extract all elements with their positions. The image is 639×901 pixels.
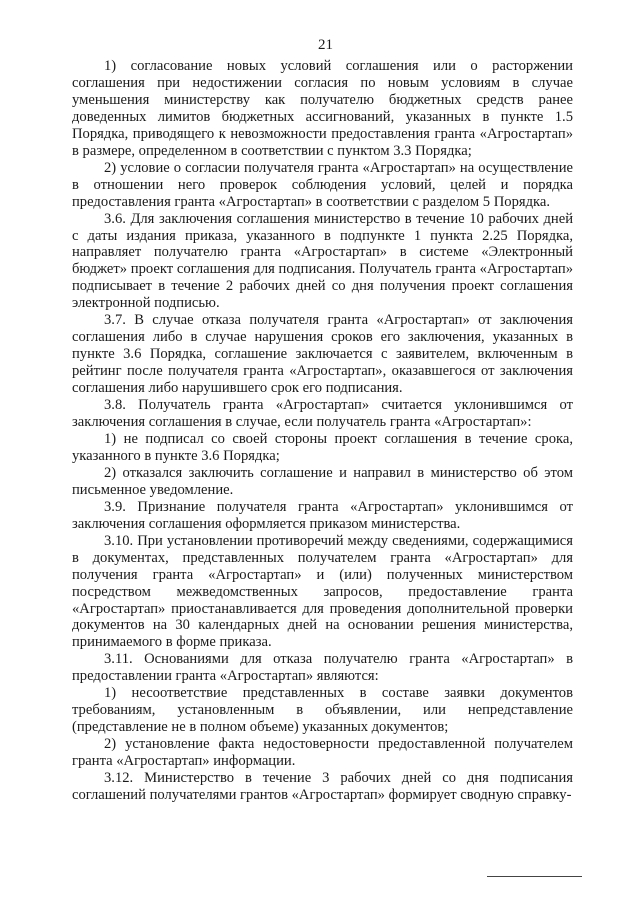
paragraph-2: 2) условие о согласии получателя гранта «Агростартап» на осуществление в отношении него проверок соблюдения условий, целей и порядка предоставления гранта «Агростартап» в соответствии с разделом 5 Порядка.	[72, 159, 573, 210]
page-number: 21	[318, 37, 333, 53]
paragraph-3-11-item-1: 1) несоответствие представленных в составе заявки документов требованиям, установленным в объявлении, или непредставление (представление не в полном объеме) указанных документов;	[72, 685, 573, 736]
paragraph-3-6: 3.6. Для заключения соглашения министерство в течение 10 рабочих дней с даты издания приказа, указанного в подпункте 1 пункта 2.25 Порядка, направляет получателю гранта «Агростартап» в системе «Электронный бюджет» проект соглашения для подписания. Получатель гранта «Агростартап» подписывает в течение 2 рабочих дней со дня получения проект соглашения электронной подписью.	[72, 210, 573, 312]
paragraph-3-8: 3.8. Получатель гранта «Агростартап» считается уклонившимся от заключения соглашения в случае, если получатель гранта «Агростартап»:	[72, 397, 573, 431]
paragraph-3-9: 3.9. Признание получателя гранта «Агростартап» уклонившимся от заключения соглашения оформляется приказом министерства.	[72, 498, 573, 532]
paragraph-3-11: 3.11. Основаниями для отказа получателю гранта «Агростартап» в предоставлении гранта «Агростартап» являются:	[72, 651, 573, 685]
paragraph-3-10: 3.10. При установлении противоречий между сведениями, содержащимися в документах, представленных получателем гранта «Агростартап» для получения гранта «Агростартап» и (или) полученных министерством посредством межведомственных запросов, предоставление гранта «Агростартап» приостанавливается для проведения дополнительной проверки документов на 30 календарных дней на основании решения министерства, принимаемого в форме приказа.	[72, 532, 573, 651]
paragraph-3-8-item-1: 1) не подписал со своей стороны проект соглашения в течение срока, указанного в пункте 3.6 Порядка;	[72, 430, 573, 464]
paragraph-3-8-item-2: 2) отказался заключить соглашение и направил в министерство об этом письменное уведомление.	[72, 464, 573, 498]
footer-rule	[487, 876, 582, 877]
paragraph-3-12: 3.12. Министерство в течение 3 рабочих дней со дня подписания соглашений получателями грантов «Агростартап» формирует сводную справку-	[72, 770, 573, 803]
paragraph-3-7: 3.7. В случае отказа получателя гранта «Агростартап» от заключения соглашения либо в случае нарушения сроков его заключения, указанных в пункте 3.6 Порядка, соглашение заключается с заявителем, включенным в рейтинг после получателя гранта «Агростартап», оказавшегося от заключения соглашения либо нарушившего срок его подписания.	[72, 312, 573, 397]
document-body	[72, 58, 573, 804]
paragraph-1: 1) согласование новых условий соглашения или о расторжении соглашения при недостижении согласия по новым условиям в случае уменьшения министерству как получателю бюджетных средств ранее доведенных лимитов бюджетных ассигнований, указанных в пункте 1.5 Порядка, приводящего к невозможности предоставления гранта «Агростартап» в размере, определенном в соответствии с пунктом 3.3 Порядка;	[72, 58, 573, 159]
paragraph-3-11-item-2: 2) установление факта недостоверности предоставленной получателем гранта «Агростартап» информации.	[72, 736, 573, 770]
